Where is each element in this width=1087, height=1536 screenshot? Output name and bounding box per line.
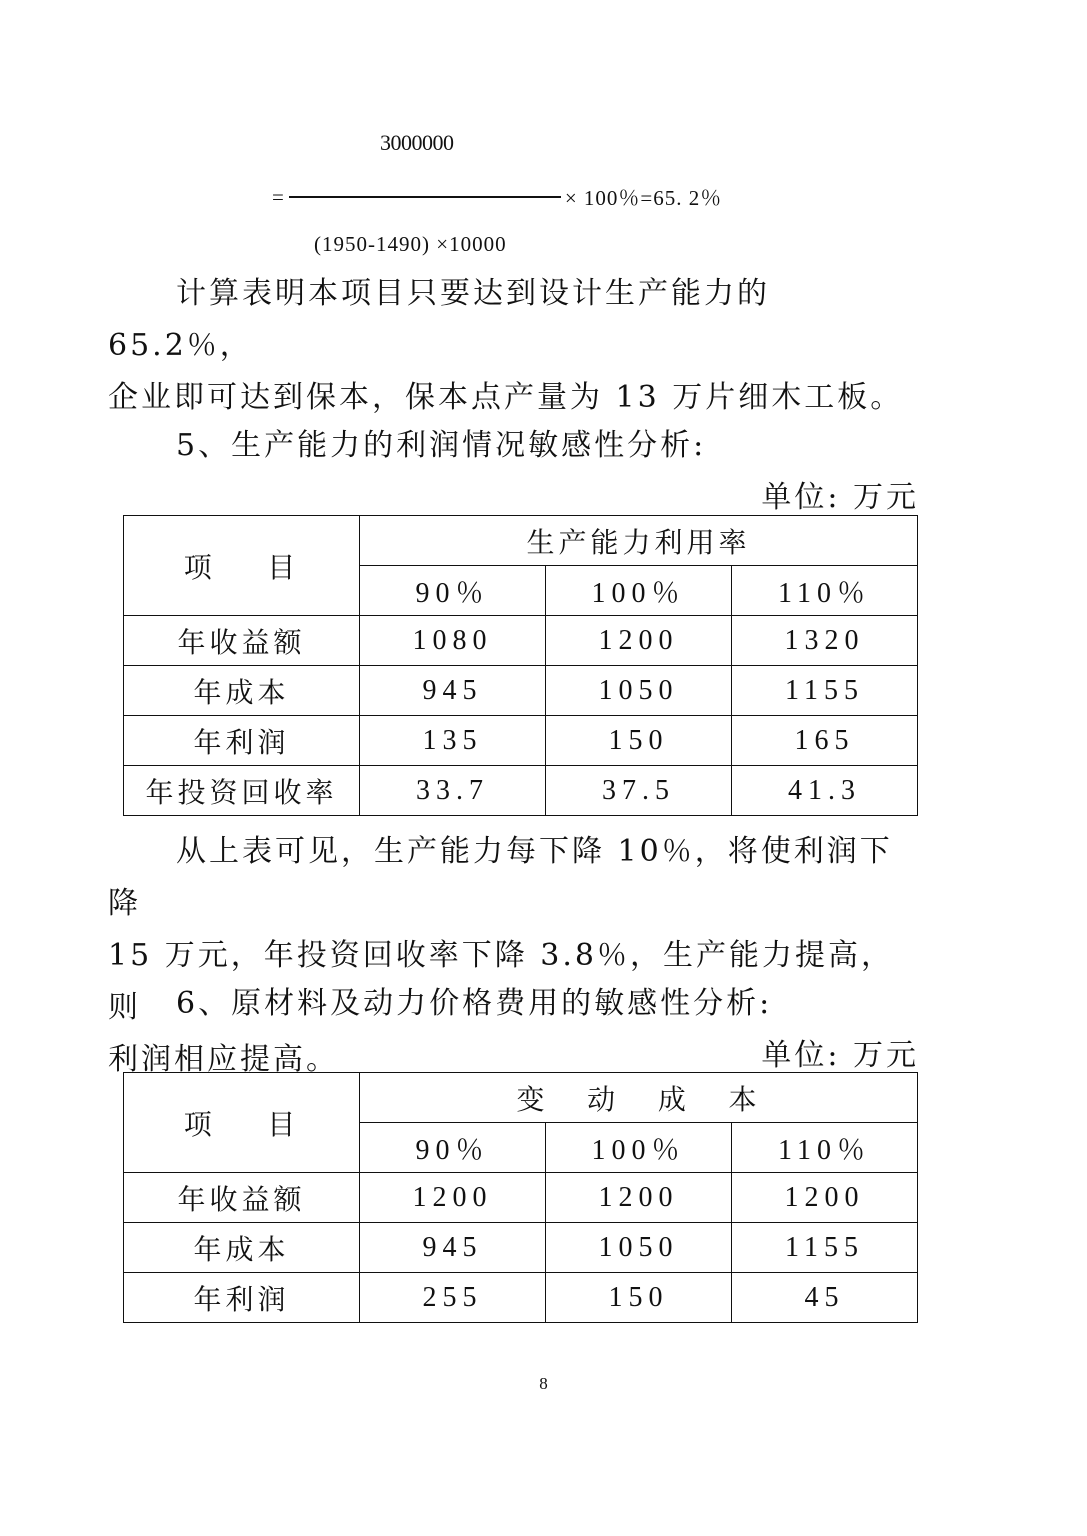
section-5-unit: 单位: 万元 bbox=[761, 480, 919, 515]
table-row bbox=[124, 1273, 918, 1323]
table-column-header: 110％ bbox=[732, 1123, 918, 1173]
paragraph-line: 15 万元，年投资回收率下降 3.8％，生产能力提高，则 bbox=[108, 938, 894, 1025]
formula-line bbox=[272, 182, 722, 212]
table-cell: 945 bbox=[360, 1223, 546, 1273]
table-cell: 33.7 bbox=[360, 766, 546, 816]
formula-suffix: × 100％=65. 2％ bbox=[564, 186, 723, 210]
table-column-header: 110％ bbox=[732, 566, 918, 616]
table-column-header: 90％ bbox=[360, 566, 546, 616]
table-column-header: 90％ bbox=[360, 1123, 546, 1173]
table-cell: 135 bbox=[360, 716, 546, 766]
paragraph-line: 企业即可达到保本，保本点产量为 13 万片细木工板。 bbox=[108, 380, 904, 415]
table-cell: 1155 bbox=[732, 666, 918, 716]
table-row bbox=[124, 616, 918, 666]
table-group-header: 变 动 成 本 bbox=[360, 1073, 918, 1123]
table-cell: 41.3 bbox=[732, 766, 918, 816]
table-cell: 1050 bbox=[546, 666, 732, 716]
row-label: 年收益额 bbox=[124, 616, 360, 666]
table-cell: 1050 bbox=[546, 1223, 732, 1273]
table-cell: 150 bbox=[546, 1273, 732, 1323]
table-group-header: 生产能力利用率 bbox=[360, 516, 918, 566]
table-row bbox=[124, 766, 918, 816]
formula-numerator: 3000000 bbox=[380, 130, 454, 155]
row-label: 年成本 bbox=[124, 1223, 360, 1273]
row-label: 年利润 bbox=[124, 1273, 360, 1323]
cost-sensitivity-table bbox=[123, 1072, 918, 1323]
fraction-bar bbox=[289, 196, 561, 198]
table-row bbox=[124, 666, 918, 716]
table-row bbox=[124, 1223, 918, 1273]
table-cell: 1080 bbox=[360, 616, 546, 666]
row-label: 年收益额 bbox=[124, 1173, 360, 1223]
section-6-heading: 6、原材料及动力价格费用的敏感性分析: bbox=[176, 986, 773, 1021]
section-6-unit: 单位: 万元 bbox=[761, 1038, 919, 1073]
paragraph-line: 计算表明本项目只要达到设计生产能力的 65.2％， bbox=[108, 276, 770, 363]
capacity-sensitivity-table bbox=[123, 515, 918, 816]
page-number: 8 bbox=[539, 1374, 548, 1393]
table-column-header: 100％ bbox=[546, 1123, 732, 1173]
paragraph-break-even bbox=[108, 268, 920, 424]
table-cell: 1320 bbox=[732, 616, 918, 666]
row-label: 年成本 bbox=[124, 666, 360, 716]
table-cell: 45 bbox=[732, 1273, 918, 1323]
table-item-header: 项 目 bbox=[124, 1073, 360, 1173]
table-cell: 945 bbox=[360, 666, 546, 716]
row-label: 年投资回收率 bbox=[124, 766, 360, 816]
formula-prefix: = bbox=[272, 184, 285, 209]
table-cell: 37.5 bbox=[546, 766, 732, 816]
table-cell: 1155 bbox=[732, 1223, 918, 1273]
table-cell: 1200 bbox=[360, 1173, 546, 1223]
table-column-header: 100％ bbox=[546, 566, 732, 616]
table-cell: 1200 bbox=[546, 1173, 732, 1223]
section-5-heading: 5、生产能力的利润情况敏感性分析: bbox=[176, 428, 707, 463]
table-cell: 150 bbox=[546, 716, 732, 766]
table-cell: 165 bbox=[732, 716, 918, 766]
formula-denominator: (1950-1490) ×10000 bbox=[314, 232, 507, 256]
table-cell: 255 bbox=[360, 1273, 546, 1323]
paragraph-line: 从上表可见，生产能力每下降 10％，将使利润下降 bbox=[108, 834, 893, 921]
table-row bbox=[124, 716, 918, 766]
row-label: 年利润 bbox=[124, 716, 360, 766]
table-item-header: 项 目 bbox=[124, 516, 360, 616]
table-cell: 1200 bbox=[546, 616, 732, 666]
table-row bbox=[124, 1173, 918, 1223]
paragraph-line: 利润相应提高。 bbox=[108, 1042, 339, 1077]
table-cell: 1200 bbox=[732, 1173, 918, 1223]
